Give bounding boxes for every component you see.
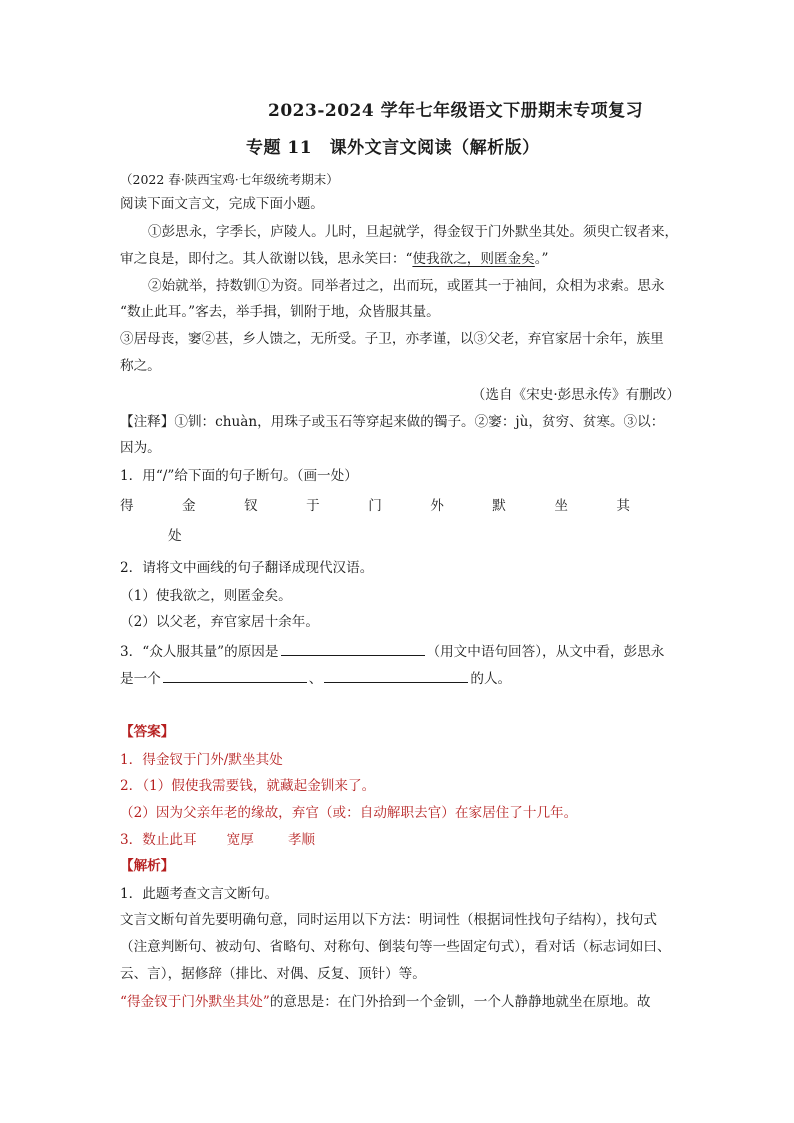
passage-p3-line1: ③居母丧，窭②甚，乡人馈之，无所受。子卫，亦孝谨，以③父老，弃官家居十余年，族里 [120,331,664,347]
passage-p3-line2: 称之。 [120,358,161,374]
instruction: 阅读下面文言文，完成下面小题。 [120,196,324,212]
sentence-char-last: 处 [168,528,182,544]
sentence-char: 其 [616,498,630,514]
passage-text: 。” [534,251,549,267]
sentence-char: 得 [120,498,134,514]
answer-1: 1．得金钗于门外/默坐其处 [120,752,283,768]
passage-p2-line2: “数止此耳。”客去，举手揖，钏附于地，众皆服其量。 [120,304,440,320]
sentence-char: 于 [306,498,320,514]
question-1: 1．用“/”给下面的句子断句。（画一处） [120,468,358,484]
question-2-1: （1）使我欲之，则匿金矣。 [120,588,292,604]
notes-line1: 【注释】①钏：chuàn，用珠子或玉石等穿起来做的镯子。②窭：jù，贫穷、贫寒。③以： [120,414,665,430]
passage-p1-line1: ①彭思永，字季长，庐陵人。儿时，旦起就学，得金钗于门外默坐其处。须臾亡钗者来， [148,224,679,240]
answer-blank[interactable] [324,667,468,683]
question-3-line1 [120,640,680,662]
sentence-char: 坐 [554,498,568,514]
answer-3 [120,830,680,850]
passage-p1-line2 [120,249,680,269]
source-tag: （2022 春·陕西宝鸡·七年级统考期末） [120,172,339,187]
answer-blank[interactable] [163,667,307,683]
answer-blank[interactable] [281,640,425,656]
underlined-sentence: 使我欲之，则匿金矣 [412,251,535,267]
question-2-2: （2）以父老，弃官家居十余年。 [120,614,319,630]
sentence-char: 金 [182,498,196,514]
sentence-char: 门 [368,498,382,514]
question-text: 是一个 [120,671,161,687]
notes-line2: 因为。 [120,440,161,456]
analysis-line2: 文言文断句首先要明确句意，同时运用以下方法：明词性（根据词性找句子结构），找句式 [120,912,657,928]
answer-text: 3．数止此耳 [120,832,197,848]
answer-text: 宽厚 [226,832,254,848]
analysis-line4: 云、言），据修辞（排比、对偶、反复、顶针）等。 [120,966,426,982]
question-3-line2 [120,667,680,689]
question-2: 2．请将文中画线的句子翻译成现代汉语。 [120,560,374,576]
doc-subtitle: 专题 11 课外文言文阅读（解析版） [246,138,540,158]
analysis-heading: 【解析】 [120,858,175,874]
analysis-quote: “得金钗于门外默坐其处” [120,994,270,1010]
passage-source: （选自《宋史·彭思永传》有删改） [471,387,680,403]
analysis-text: 的意思是：在门外拾到一个金钏，一个人静静地就坐在原地。故 [269,994,651,1010]
analysis-line3: （注意判断句、被动句、省略句、对称句、倒装句等一些固定句式），看对话（标志词如曰、 [120,939,671,955]
passage-p2-line1: ②始就举，持数钏①为资。同举者过之，出而玩，或匿其一于袖间，众相为求索。思永 [148,278,665,294]
question-1-sentence [120,496,680,516]
sentence-char: 外 [430,498,444,514]
question-text: （用文中语句回答），从文中看，彭思永 [426,644,665,660]
question-text: 3．“众人服其量”的原因是 [120,644,279,660]
doc-title: 2023-2024 学年七年级语文下册期末专项复习 [268,101,644,121]
question-text: 的人。 [470,671,512,687]
sentence-char: 默 [492,498,506,514]
analysis-line5 [120,992,680,1012]
question-text: 、 [308,671,323,687]
answer-heading: 【答案】 [120,724,175,740]
answer-text: 孝顺 [287,832,315,848]
passage-text: 审之良是，即付之。其人欲谢以钱，思永笑曰：“ [120,251,413,267]
sentence-char: 钗 [244,498,258,514]
answer-2-1: 2．（1）假使我需要钱，就藏起金钏来了。 [120,778,376,794]
answer-2-2: （2）因为父亲年老的缘故，弃官（或：自动解职去官）在家居住了十几年。 [120,805,578,821]
analysis-line1: 1．此题考查文言文断句。 [120,886,279,902]
